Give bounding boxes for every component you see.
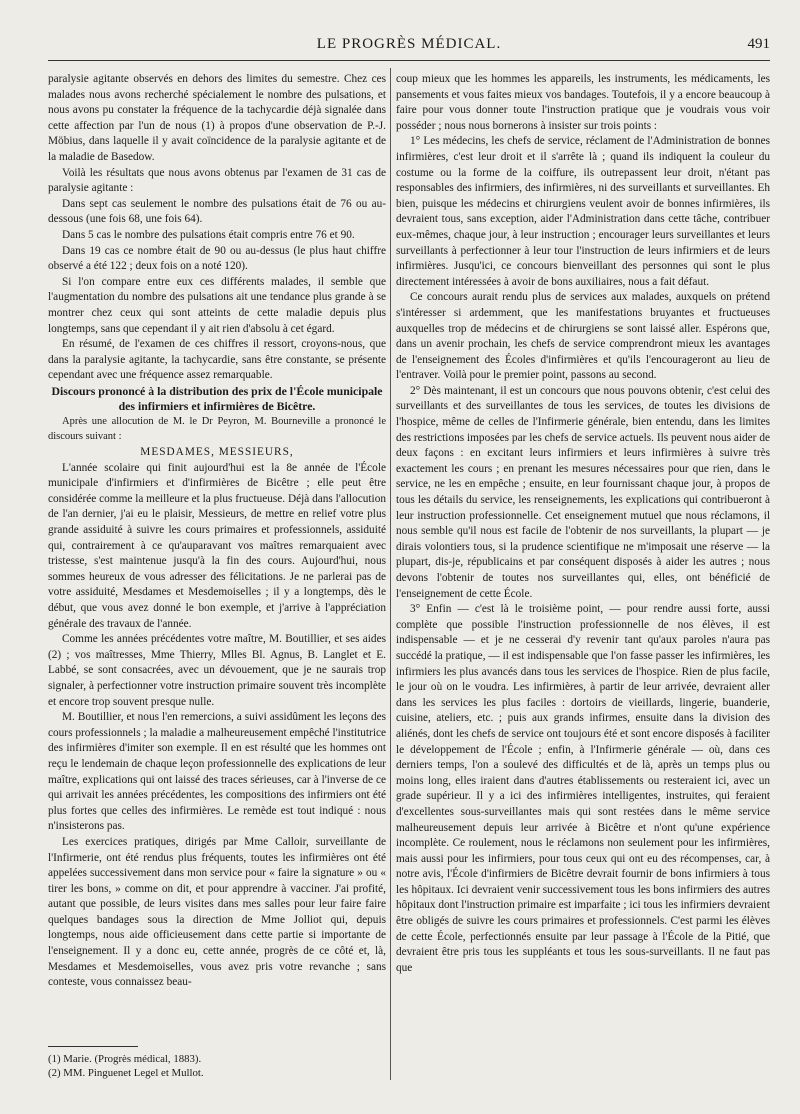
body-paragraph: Dans sept cas seulement le nombre des pulsations était de 76 ou au-dessous (une fois 68, une fois 64).: [48, 197, 386, 226]
section-title: Discours prononcé à la distribution des prix de l'École municipale des infirmiers et infirmières de Bicêtre.: [51, 383, 383, 413]
body-paragraph: En résumé, de l'examen de ces chiffres il ressort, croyons-nous, que dans la paralysie agitante, la tachycardie, sans être constante, se présente cependant avec une fréquence assez remarquable.: [48, 338, 386, 382]
body-paragraph: 1° Les médecins, les chefs de service, réclament de l'Administration de bonnes infirmières, c'est leur droit et il s'arrête là ; quand ils indiquent la couleur du costume ou la forme de la coiffure, ils outrepassent leur droit, n'étant pas responsables des infirmiers, des infirmières, ni des surveillants et surveillantes. Eh bien, puisque les médecins et chirurgiens veulent avoir de bonnes infirmières, ils devraient tous, sans exception, aider l'Administration dans cette tâche, contribuer eux-mêmes, chaque jour, à leur instruction ; encourager leurs surveillantes et leurs surveillants à perfectionner à leur tour l'instruction de leurs infirmiers et de leurs infirmières. Jusqu'ici, ce concours bienveillant des personnes qui sont le plus directement intéressées à avoir de bons auxiliaires, nous a fait défaut.: [396, 135, 770, 288]
footnote: (1) Marie. (Progrès médical, 1883).: [48, 1053, 202, 1065]
running-title: LE PROGRÈS MÉDICAL.: [316, 36, 502, 52]
left-column: [48, 72, 386, 1047]
body-paragraph: Voilà les résultats que nous avons obtenus par l'examen de 31 cas de paralysie agitante :: [48, 166, 386, 195]
speech-paragraph: Les exercices pratiques, dirigés par Mme Calloir, surveillante de l'Infirmerie, ont été rendus plus fréquents, toutes les infirmières ont été appelées successivement dans mon service pour « faire la signature » ou « tirer les bons, » comme on dit, et pour apprendre à vacciner. J'ai profité, autant que possible, de leurs visites dans mes salles pour leur faire faire quelques bandages sous la direction de Mme Jolliot qui, depuis longtemps, nous aide officieusement dans cette partie si importante de l'enseignement. Il y a donc eu, cette année, progrès de ce côté et, là, Mesdames et Mesdemoiselles, vous avez pris votre revanche ; sans conteste, vous connaissez beau-: [48, 835, 386, 989]
body-paragraph: paralysie agitante observés en dehors des limites du semestre. Chez ces malades nous avons recherché spécialement le nombre des pulsations, et nous avons pu constater la fréquence de la tachycardie déjà signalée dans cette affection par l'un de nous (1) à propos d'une observation de P.-J. Möbius, dans laquelle il y avait coïncidence de la paralysie agitante et de la maladie de Basedow.: [48, 73, 386, 163]
right-column: [396, 72, 770, 1078]
salutation: MESDAMES, MESSIEURS,: [140, 446, 294, 459]
page-header: [48, 34, 770, 61]
body-paragraph: Dans 5 cas le nombre des pulsations était compris entre 76 et 90.: [62, 228, 355, 241]
speech-paragraph: Comme les années précédentes votre maître, M. Boutillier, et ses aides (2) ; vos maîtresses, Mme Thierry, Mlles Bl. Agnus, B. Langlet et E. Labbé, se sont consacrées, avec un dévouement, que je ne saurais trop signaler, à perfectionner votre instruction primaire souvent très incomplète et encore trop souvent presque nulle.: [48, 633, 386, 708]
body-paragraph: 3° Enfin — c'est là le troisième point, — pour rendre aussi forte, aussi complète que possible l'instruction professionnelle de nos élèves, il est indispensable — et je ne cesserai d'y revenir tant qu'aux paroles n'aura pas succédé la pratique, — il est indispensable que l'on fasse passer les infirmières, les infirmiers les plus avancés dans tous les services de l'hospice. Rien de plus facile, le jour où on le voudra. Les infirmières, à partir de leur arrivée, devraient aller dans les services les plus faciles : dortoirs de vieillards, lingerie, buanderie, cuisine, ateliers, etc. ; puis aux grands infirmes, ensuite dans la division des aliénés, dont les chefs de service ont toujours été et sont encore disposés à faciliter le développement de l'École ; enfin, à l'Infirmerie générale — où, dans ces derniers temps, l'on a soulevé des difficultés et de là, après un temps plus ou moins long, elles iraient dans d'autres établissements ou resteraient ici, avec un grade supérieur. Il y a ici des infirmières intelligentes, instruites, qui feraient d'excellentes sous-surveillantes mais qui sont restées dans le même service malheureusement depuis leur arrivée à Bicêtre et n'ont qu'une expérience incomplète. Ce roulement, nous le réclamons non seulement pour les infirmières, mais aussi pour les infirmiers, pour tous ceux qui ont eu des récompenses, car, à notre avis, l'École d'infirmiers de Bicêtre devrait fournir de bons infirmiers à tous les hôpitaux. Ici devraient venir successivement tous les bons infirmiers des autres hôpitaux dont l'instruction primaire est imparfaite ; ici tous les infirmiers devraient être obligés de suivre les cours primaires et professionnels. C'est parmi les élèves de cette École, perfectionnés ensuite par leur passage à l'École de la Pitié, que devraient être pris tous les suppléants et tous les sous-surveillants. Il ne faut pas que: [396, 603, 770, 974]
body-paragraph: Dans 19 cas ce nombre était de 90 ou au-dessus (le plus haut chiffre observé a été 122 ; deux fois on a noté 120).: [48, 244, 386, 273]
footnote: (2) MM. Pinguenet Legel et Mullot.: [48, 1067, 204, 1079]
footnote-rule: [48, 1046, 138, 1047]
speech-paragraph: L'année scolaire qui finit aujourd'hui est la 8e année de l'École municipale d'infirmiers et d'infirmières de Bicêtre ; elle peut être considérée comme la meilleure et la plus fructueuse. Déjà dans l'allocution de l'an dernier, j'ai eu le plaisir, Messieurs, de mettre en relief votre plus grande assiduité à suivre les cours primaires et professionnels, assiduité qui, contrairement à ce qu'auparavant vos maîtres remarquaient avec tristesse, s'est maintenue jusqu'à la fin des cours. Aujourd'hui, nous sommes heureux de vous adresser des félicitations. Je ne parlerai pas de votre assiduité, Mesdames et Mesdemoiselles ; il y a longtemps, dès le début, que vous avez donné le bon exemple, et j'arrive à l'appréciation générale des travaux de l'année.: [48, 461, 386, 630]
speech-paragraph: M. Boutillier, et nous l'en remercions, a suivi assidûment les leçons des cours professionnels ; la maladie a malheureusement empêché l'institutrice des infirmières d'imiter son exemple. Il en est résulté que les hommes ont reçu le lendemain de chaque leçon professionnelle des explications de leur maître, explications qui ont laissé des traces sérieuses, car à l'inverse de ce qui arrivait les années précédentes, les compositions des infirmiers ont été plus fortes que celles des infirmières. Le remède est tout indiqué : nous n'insisterons pas.: [48, 711, 386, 833]
column-divider: [390, 68, 391, 1080]
page-number: 491: [747, 36, 770, 52]
footnotes: [48, 1052, 386, 1080]
body-paragraph: coup mieux que les hommes les appareils, les instruments, les médicaments, les pansements et vous faites mieux vos bandages. Toutefois, il y a encore beaucoup à faire pour vous donner toute l'instruction pratique que je voudrais vous voir posséder ; nous nous bornerons à insister sur trois points :: [396, 73, 770, 132]
body-paragraph: Si l'on compare entre eux ces différents malades, il semble que l'augmentation du nombre des pulsations ait une tendance plus grande à se montrer chez ceux qui sont atteints de cette maladie depuis plus longtemps, sans que cependant il y ait rien d'absolu à cet égard.: [48, 275, 386, 335]
body-paragraph: Ce concours aurait rendu plus de services aux malades, auxquels on prétend s'intéresser si ardemment, que les manifestations bruyantes et fructueuses auxquelles trop de médecins et de chirurgiens se sont laissé aller. Espérons que, dans un avenir prochain, les chefs de service comprendront mieux les avantages de l'enseignement des Écoles d'infirmières et qu'ils l'encourageront au lieu de l'entraver. Voilà pour le premier point, passons au second.: [396, 291, 770, 382]
body-paragraph: 2° Dès maintenant, il est un concours que nous pouvons obtenir, c'est celui des surveillants et des surveillantes de tous les services, de toutes les divisions de l'hospice, même de celles de l'Infirmerie générale, bien entendu, dans les limites des restrictions imposées par les chefs de service actuels. Ils peuvent nous aider de deux façons : en excitant leurs infirmiers et leurs infirmières à suivre très exactement les cours ; en prenant les mesures nécessaires pour que rien, dans le service, ne les en empêche ; ensuite, en leur fournissant chaque jour, à propos de tous les détails du service, les renseignements, les explications qui contribueront à leur instruction professionnelle. Cet enseignement mutuel que nous réclamons, il nous semble qu'il nous est facile de l'obtenir de nos surveillants, la plupart — je dirais volontiers tous, si la prudence scientifique ne m'imposait une réserve — la plupart, dis-je, républicains et par conséquent disposés à aider les autres ; nous devons l'obtenir de toutes nos surveillantes qui, elles, ont bénéficié de l'enseignement de cette École.: [396, 384, 770, 600]
speech-intro: Après une allocution de M. le Dr Peyron, M. Bourneville a prononcé le discours suivant :: [48, 415, 386, 443]
